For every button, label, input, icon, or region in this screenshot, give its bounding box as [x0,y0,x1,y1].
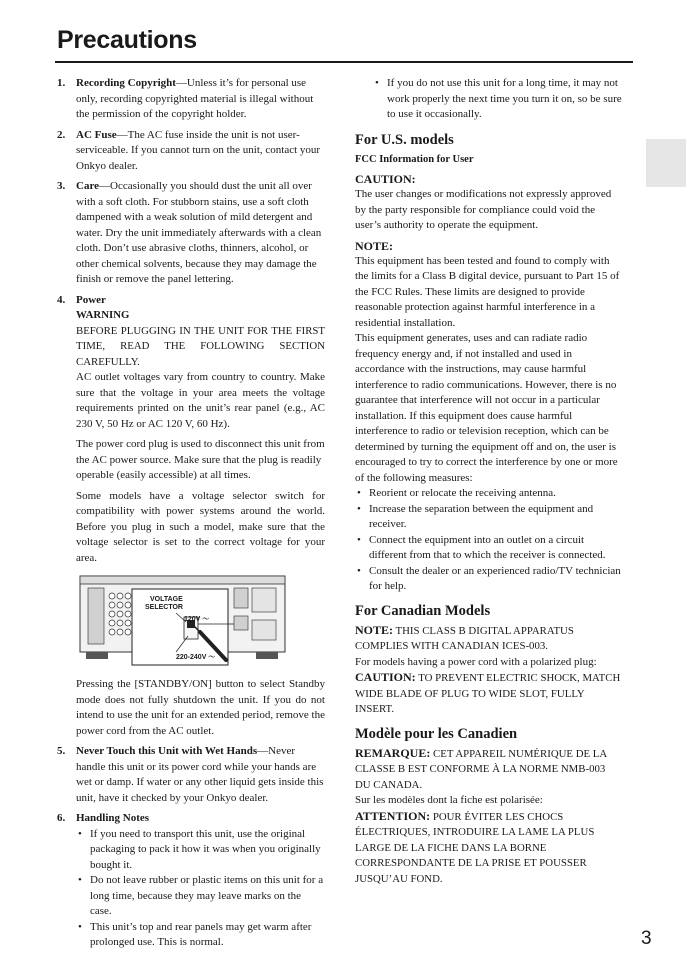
list-item-ac-fuse [57,128,325,175]
note-text-2: This equipment generates, uses and can radiate radio frequency energy and, if not installed and used in accordance with the instructions, may cause harmful interference to radio communications. However, there is no guarantee that interference will not occur in a particular installation. If this equipment does cause harmful interference to radio or television reception, which can be determined by turning the equipment off and on, the user is encouraged to try to correct the interference by one or more of the following measures: [355,332,618,484]
list-item-wet-hands [57,744,325,806]
caution-text: The user changes or modifications not expressly approved by the party responsible for compliance could void the user’s authority to operate the equipment. [355,188,612,231]
list-item: • If you need to transport this unit, use the original packaging to pack it how it was when you originally bought it. [78,827,321,871]
section-heading-canada: For Canadian Models [355,602,491,619]
figure-label-220v: 220-240V ～ [176,654,216,661]
canada-note: NOTE: THIS CLASS B DIGITAL APPARATUS COMPLIES WITH CANADIAN ICES-003. [355,622,574,652]
warning-text: BEFORE PLUGGING IN THE UNIT FOR THE FIRST TIME, READ THE FOLLOWING SECTION CAREFULLY. [76,324,325,368]
list-item-handling-notes [57,811,325,951]
title-rule [55,61,633,63]
item-text: —Occasionally you should dust the unit all over with a soft cloth. For stubborn stains, use a soft cloth dampened with a weak solution of mild detergent and water. Dry the unit immediately afterwards with a clean cloth. Don’t use abrasive cloths, thinners, alcohol, or other chemical solvents, because they may damage the finish or remove the panel lettering. [76,180,322,285]
list-item-recording-copyright [57,76,325,123]
list-item: • This unit’s top and rear panels may get warm after prolonged use. This is normal. [78,920,312,948]
figure-label-120v: 120V ～ [184,616,210,623]
section-tab [646,139,686,187]
page-number: 3 [641,928,652,949]
item-number: 6. [57,812,66,824]
list-item-power [57,293,325,740]
note-heading: NOTE: [355,238,394,253]
item-number: 2. [57,128,66,141]
list-item-care [57,179,325,288]
list-item: • Increase the separation between the equipment and receiver. [357,502,594,530]
section-heading-us: For U.S. models [355,131,454,148]
item-text: —Never handle this unit or its power cord while your hands are wet or damp. If water or any other liquid gets inside this unit, have it checked by your Onkyo dealer. [76,745,324,804]
list-item: • Connect the equipment into an outlet on a circuit different from that to which the receiver is connected. [357,533,606,561]
list-item: • Consult the dealer or an experienced radio/TV technician for help. [357,564,621,592]
polarized-plug-text: For models having a power cord with a polarized plug: [355,655,597,668]
figure-label-line1: VOLTAGE [150,596,183,603]
item-text: —The AC fuse inside the unit is not user-serviceable. If you cannot turn on the unit, contact your Onkyo dealer. [76,128,321,172]
list-item: • Do not leave rubber or plastic items on this unit for a long time, because they may leave marks on the case. [78,874,324,917]
list-item: • If you do not use this unit for a long time, it may not work properly the next time you turn it on, so be sure to use it occasionally. [375,77,622,120]
attention-text: ATTENTION: POUR ÉVITER LES CHOCS ÉLECTRIQUES, INTRODUIRE LA LAME LA PLUS LARGE DE LA FICHE DANS LA BORNE CORRESPONDANTE DE LA PRISE ET POUSSER JUSQU’AU FOND. [355,808,595,885]
item-heading: Never Touch this Unit with Wet Hands [76,745,258,757]
section-heading-canada-fr: Modèle pour les Canadien [355,725,518,742]
fcc-subheading: FCC Information for User [355,153,474,165]
item-heading: Power [76,293,106,306]
figure-label-line2: SELECTOR [145,604,183,611]
power-cord-paragraph: The power cord plug is used to disconnect this unit from the AC power source. Make sure that the plug is readily operable (easily accessible) at all times. [76,438,325,481]
left-column [57,76,325,956]
item-heading: Recording Copyright [76,77,176,89]
caution-heading: CAUTION: [355,172,416,186]
standby-paragraph: Pressing the [STANDBY/ON] button to select Standby mode does not fully shutdown the unit. If you do not intend to use the unit for an extended period, remove the power cord from the AC outlet. [76,678,325,737]
item-text: —Unless it’s for personal use only, recording copyrighted material is illegal without the permission of the copyright holder. [76,77,314,120]
canada-caution: CAUTION: TO PREVENT ELECTRIC SHOCK, MATCH WIDE BLADE OF PLUG TO WIDE SLOT, FULLY INSERT. [355,670,621,715]
item-heading: Care [76,180,100,192]
voltage-paragraph: AC outlet voltages vary from country to country. Make sure that the voltage in your area meets the voltage requirements printed on the unit’s rear panel (e.g., AC 230 V, 50 Hz or AC 120 V, 60 Hz). [76,371,325,430]
item-number: 3. [57,180,66,192]
item-number: 5. [57,745,66,757]
fiche-text: Sur les modèles dont la fiche est polarisée: [355,794,543,806]
voltage-selector-paragraph: Some models have a voltage selector switch for compatibility with power systems around the world. Before you plug in such a model, make sure that the voltage selector is set to the correct voltage for your area. [76,489,325,564]
remarque-text: REMARQUE: CET APPAREIL NUMÉRIQUE DE LA CLASSE B EST CONFORME À LA NORME NMB-003 DU CANADA. [355,745,607,791]
note-text: This equipment has been tested and found to comply with the limits for a Class B digital device, pursuant to Part 15 of the FCC Rules. These limits are designed to provide reasonable protection against harmful interference in a residential installation. [355,254,620,329]
item-heading: AC Fuse [76,128,117,141]
voltage-selector-figure [76,572,289,669]
item-heading: Handling Notes [76,812,150,824]
item-number: 4. [57,293,66,306]
right-column [355,76,623,887]
page-title: Precautions [57,26,197,54]
list-item: • Reorient or relocate the receiving antenna. [357,487,556,499]
item-number: 1. [57,77,66,89]
warning-heading: WARNING [76,309,130,321]
